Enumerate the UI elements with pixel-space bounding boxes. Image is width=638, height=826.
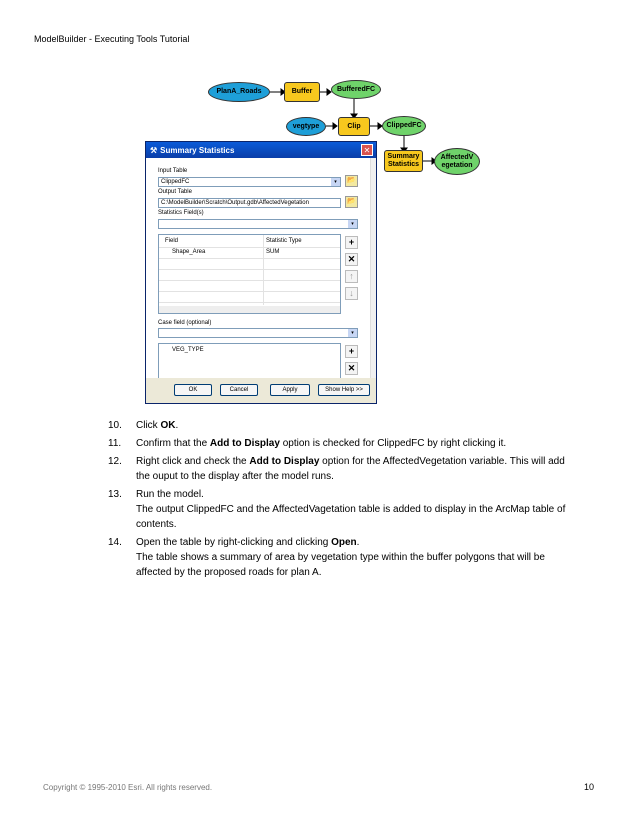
show-help-button[interactable]: Show Help >> (318, 384, 370, 396)
node-bufferedfc[interactable]: BufferedFC (331, 80, 381, 99)
case-field-select[interactable] (158, 328, 358, 338)
case-field-list (158, 343, 341, 378)
step-12: 12. Right click and check the Add to Display option for the AffectedVegetation variable. This will add the ouput to the display after the model runs. (108, 456, 565, 482)
dialog-button-row (146, 380, 376, 402)
hammer-icon: ⚒ (150, 145, 158, 155)
node-vegtype[interactable]: vegtype (286, 117, 326, 136)
step-13: 13. Run the model. The output ClippedFC and the AffectedVagetation table is added to display in the ArcMap table of contents. (108, 489, 566, 530)
step-11: 11. Confirm that the Add to Display option is checked for ClippedFC by right clicking it. (108, 438, 507, 449)
dialog-title: Summary Statistics (160, 145, 235, 155)
chevron-down-icon[interactable]: ▾ (331, 178, 340, 186)
page-number: 10 (584, 782, 595, 792)
summary-statistics-dialog (145, 141, 377, 404)
table-row-statistic[interactable]: SUM (266, 249, 280, 255)
dialog-titlebar[interactable] (146, 142, 376, 158)
add-icon[interactable]: + (345, 345, 358, 358)
folder-open-icon[interactable]: 📂 (345, 196, 358, 208)
arrow-down-icon[interactable]: ↓ (345, 287, 358, 300)
remove-icon[interactable]: ✕ (345, 362, 358, 375)
statistics-fields-select[interactable] (158, 219, 358, 229)
input-table-value: ClippedFC (161, 179, 190, 185)
apply-button[interactable]: Apply (270, 384, 310, 396)
case-field-label: Case field (optional) (158, 320, 212, 326)
statistics-table (158, 234, 341, 314)
input-table-label: Input Table (158, 168, 188, 174)
statistics-fields-label: Statistics Field(s) (158, 210, 204, 216)
input-table-select[interactable] (158, 177, 341, 187)
cancel-button[interactable]: Cancel (220, 384, 258, 396)
horizontal-scrollbar[interactable] (159, 306, 340, 313)
column-header-statistic-type: Statistic Type (266, 238, 302, 244)
node-clip-tool[interactable]: Clip (338, 117, 370, 136)
folder-open-icon[interactable]: 📂 (345, 175, 358, 187)
list-item[interactable]: VEG_TYPE (172, 347, 204, 353)
vertical-scrollbar[interactable] (370, 158, 376, 378)
node-clippedfc[interactable]: ClippedFC (382, 116, 426, 136)
copyright-notice: Copyright © 1995-2010 Esri. All rights reserved. (43, 783, 213, 792)
ok-button[interactable]: OK (174, 384, 212, 396)
node-affected-vegetation[interactable]: AffectedV egetation (434, 148, 480, 175)
instruction-steps (108, 418, 578, 583)
node-plana-roads[interactable]: PlanA_Roads (208, 82, 270, 102)
arrow-up-icon[interactable]: ↑ (345, 270, 358, 283)
node-summary-statistics-tool[interactable]: Summary Statistics (384, 150, 423, 172)
table-row-field[interactable]: Shape_Area (172, 249, 206, 255)
close-icon[interactable]: ✕ (361, 144, 373, 156)
chevron-down-icon[interactable]: ▾ (348, 329, 357, 337)
step-14: 14. Open the table by right-clicking and clicking Open. The table shows a summary of area by vegetation type within the buffer polygons that will be affected by the proposed roads for plan A. (108, 537, 545, 578)
column-header-field: Field (165, 238, 179, 244)
step-10: 10. Click OK. (108, 420, 179, 431)
add-icon[interactable]: + (345, 236, 358, 249)
page-header: ModelBuilder - Executing Tools Tutorial (34, 34, 190, 44)
node-buffer-tool[interactable]: Buffer (284, 82, 320, 102)
dialog-body (146, 158, 376, 378)
output-table-label: Output Table (158, 189, 192, 195)
output-table-input[interactable]: C:\ModelBuilder\Scratch\Output.gdb\AffectedVegetation (158, 198, 341, 208)
remove-icon[interactable]: ✕ (345, 253, 358, 266)
chevron-down-icon[interactable]: ▾ (348, 220, 357, 228)
